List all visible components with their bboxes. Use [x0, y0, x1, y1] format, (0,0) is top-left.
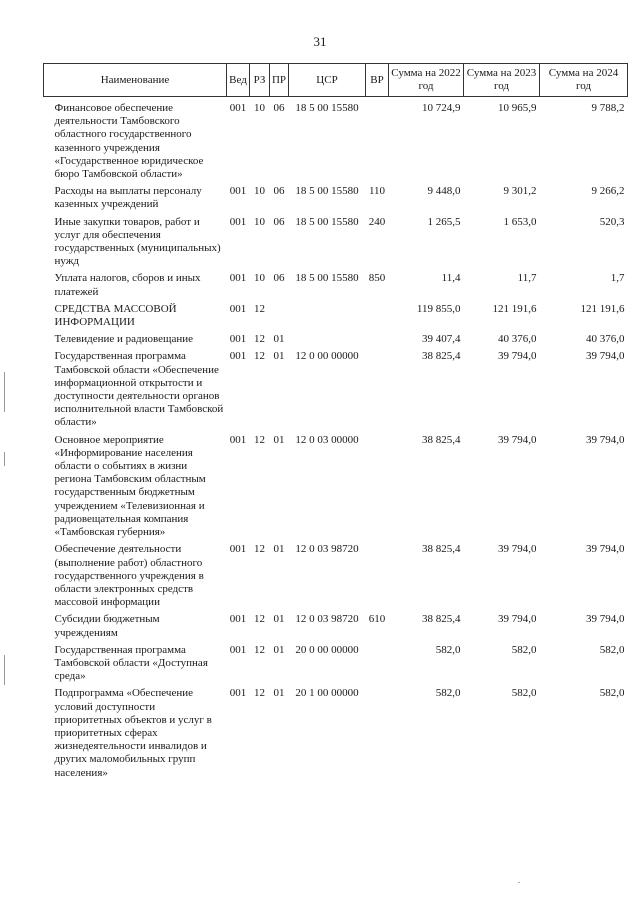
- cell-csr: [289, 301, 366, 331]
- table-row: [44, 348, 628, 431]
- cell-csr: [289, 331, 366, 348]
- cell-csr: 12 0 03 00000: [295, 433, 359, 446]
- cell-vr: 240: [368, 215, 386, 228]
- cell-rz: 12: [254, 433, 265, 446]
- cell-sum-2024: 582,0: [599, 643, 625, 656]
- cell-pr: 01: [273, 543, 285, 556]
- cell-sum-2023: 39 794,0: [498, 350, 537, 363]
- cell-sum-2024: 39 794,0: [586, 350, 625, 363]
- cell-sum-2024: 9 266,2: [591, 185, 625, 198]
- cell-sum-2023: 582,0: [511, 687, 537, 700]
- header-csr: ЦСР: [289, 64, 366, 97]
- cell-name: Финансовое обеспечение деятельности Тамбовского областного государственного казенного учреждения «Государственное юридическое бюро Тамбовской области»: [54, 102, 204, 181]
- cell-name: Государственная программа Тамбовской области «Доступная среда»: [54, 643, 208, 683]
- cell-sum-2024: 1,7: [610, 272, 625, 285]
- scan-margin-mark: [4, 372, 5, 412]
- cell-sum-2022: 119 855,0: [416, 302, 461, 315]
- cell-csr: 12 0 03 98720: [295, 613, 359, 626]
- cell-rz: 12: [254, 302, 265, 315]
- cell-name: Государственная программа Тамбовской области «Обеспечение информационной открытости и доступности деятельности органов исполнительной власти Тамбовской области»: [54, 350, 224, 429]
- cell-rz: 10: [254, 272, 265, 285]
- cell-sum-2023: 1 653,0: [503, 215, 537, 228]
- header-row: [44, 64, 628, 97]
- cell-csr: 18 5 00 15580: [295, 102, 359, 114]
- cell-ved: 001: [229, 613, 247, 626]
- cell-pr: 06: [273, 102, 285, 114]
- cell-csr: 12 0 03 98720: [295, 543, 359, 556]
- cell-rz: 12: [254, 643, 265, 656]
- cell-ved: 001: [229, 215, 247, 228]
- cell-vr: [366, 541, 389, 611]
- table-row: [44, 183, 628, 213]
- cell-csr: 18 5 00 15580: [295, 215, 359, 228]
- cell-pr: 01: [273, 333, 285, 346]
- table-row: [44, 97, 628, 184]
- table-row: [44, 685, 628, 781]
- header-pr: ПР: [270, 64, 289, 97]
- cell-pr: 01: [273, 433, 285, 446]
- cell-vr: 110: [368, 185, 386, 198]
- cell-sum-2023: 40 376,0: [498, 333, 537, 346]
- cell-pr: 01: [273, 643, 285, 656]
- cell-sum-2024: 39 794,0: [586, 543, 625, 556]
- table-header: [44, 64, 628, 97]
- header-vr: ВР: [366, 64, 389, 97]
- table-row: [44, 642, 628, 686]
- page-number: 31: [313, 34, 327, 49]
- cell-pr: 06: [273, 272, 285, 285]
- cell-rz: 12: [254, 543, 265, 556]
- cell-ved: 001: [229, 272, 247, 285]
- cell-rz: 12: [254, 350, 265, 363]
- header-rz: РЗ: [250, 64, 270, 97]
- cell-vr: [366, 97, 389, 184]
- cell-vr: [366, 331, 389, 348]
- cell-sum-2022: 38 825,4: [422, 543, 461, 556]
- header-sum-2023: Сумма на 2023 год: [464, 64, 540, 97]
- cell-csr: 20 0 00 00000: [295, 643, 359, 656]
- cell-rz: 12: [254, 333, 265, 346]
- cell-sum-2024: 582,0: [599, 687, 625, 700]
- table-row: [44, 611, 628, 641]
- cell-sum-2022: 38 825,4: [422, 613, 461, 626]
- cell-sum-2022: 1 265,5: [427, 215, 461, 228]
- table-row: [44, 301, 628, 331]
- cell-vr: [366, 685, 389, 781]
- cell-sum-2023: 121 191,6: [492, 302, 537, 315]
- cell-csr: 20 1 00 00000: [295, 687, 359, 700]
- cell-ved: 001: [229, 350, 247, 363]
- header-sum-2022: Сумма на 2022 год: [389, 64, 464, 97]
- cell-name: Уплата налогов, сборов и иных платежей: [54, 272, 201, 298]
- cell-name: СРЕДСТВА МАССОВОЙ ИНФОРМАЦИИ: [54, 302, 177, 329]
- cell-rz: 12: [254, 613, 265, 626]
- cell-sum-2023: 39 794,0: [498, 433, 537, 446]
- cell-sum-2022: 10 724,9: [422, 102, 461, 114]
- cell-sum-2022: 9 448,0: [427, 185, 461, 198]
- header-sum-2024: Сумма на 2024 год: [540, 64, 628, 97]
- cell-sum-2024: 40 376,0: [586, 333, 625, 346]
- cell-sum-2023: 10 965,9: [498, 102, 537, 114]
- cell-pr: [270, 301, 289, 331]
- cell-sum-2023: 39 794,0: [498, 613, 537, 626]
- cell-vr: [366, 301, 389, 331]
- cell-sum-2023: 9 301,2: [503, 185, 537, 198]
- cell-sum-2024: 39 794,0: [586, 613, 625, 626]
- cell-rz: 10: [254, 215, 265, 228]
- cell-sum-2022: 582,0: [435, 687, 461, 700]
- table-row: [44, 432, 628, 542]
- cell-csr: 18 5 00 15580: [295, 185, 359, 198]
- cell-vr: 610: [368, 613, 386, 626]
- cell-name: Расходы на выплаты персоналу казенных учреждений: [54, 185, 202, 211]
- cell-ved: 001: [229, 185, 247, 198]
- cell-vr: [366, 642, 389, 686]
- table-body: [44, 97, 628, 782]
- table-row: [44, 541, 628, 611]
- cell-name: Основное мероприятие «Информирование населения области о событиях в жизни региона Тамбовским областным государственным бюджетным учреждением «Телевизионная и радиовещательная компания «Тамбовская губерния»: [54, 433, 206, 539]
- cell-pr: 01: [273, 350, 285, 363]
- cell-sum-2024: 520,3: [599, 215, 625, 228]
- cell-pr: 06: [273, 185, 285, 198]
- cell-sum-2024: 39 794,0: [586, 433, 625, 446]
- cell-ved: 001: [229, 102, 247, 114]
- table-row: [44, 270, 628, 300]
- cell-sum-2023: 582,0: [511, 643, 537, 656]
- table-row: [44, 214, 628, 271]
- cell-sum-2022: 38 825,4: [422, 433, 461, 446]
- cell-rz: 10: [254, 185, 265, 198]
- cell-pr: 01: [273, 687, 285, 700]
- cell-pr: 01: [273, 613, 285, 626]
- header-ved: Вед: [227, 64, 250, 97]
- cell-sum-2023: 11,7: [517, 272, 537, 285]
- budget-table: [43, 63, 628, 782]
- cell-sum-2022: 38 825,4: [422, 350, 461, 363]
- table-row: [44, 331, 628, 348]
- cell-sum-2024: 9 788,2: [591, 102, 625, 114]
- cell-name: Подпрограмма «Обеспечение условий доступности приоритетных объектов и услуг в приоритетных сферах жизнедеятельности инвалидов и других маломобильных групп населения»: [54, 687, 212, 779]
- cell-csr: 18 5 00 15580: [295, 272, 359, 285]
- cell-name: Телевидение и радиовещание: [54, 333, 194, 346]
- cell-rz: 10: [254, 102, 265, 114]
- cell-ved: 001: [229, 687, 247, 700]
- cell-name: Обеспечение деятельности (выполнение работ) областного государственного учреждения в области электронных средств массовой информации: [54, 543, 204, 609]
- cell-sum-2022: 582,0: [435, 643, 461, 656]
- cell-csr: 12 0 00 00000: [295, 350, 359, 363]
- cell-ved: 001: [229, 433, 247, 446]
- cell-vr: [366, 432, 389, 542]
- cell-vr: [366, 348, 389, 431]
- scan-margin-mark: [4, 655, 5, 685]
- scan-dot: [518, 882, 520, 883]
- cell-vr: 850: [368, 272, 386, 285]
- cell-name: Субсидии бюджетным учреждениям: [54, 613, 160, 639]
- cell-ved: 001: [229, 643, 247, 656]
- cell-sum-2024: 121 191,6: [580, 302, 625, 315]
- cell-ved: 001: [229, 302, 247, 315]
- cell-rz: 12: [254, 687, 265, 700]
- cell-pr: 06: [273, 215, 285, 228]
- cell-sum-2022: 11,4: [441, 272, 461, 285]
- cell-sum-2022: 39 407,4: [422, 333, 461, 346]
- cell-sum-2023: 39 794,0: [498, 543, 537, 556]
- cell-ved: 001: [229, 543, 247, 556]
- cell-name: Иные закупки товаров, работ и услуг для обеспечения государственных (муниципальных) нужд: [54, 215, 221, 268]
- scan-margin-mark: [4, 452, 5, 466]
- header-name: Наименование: [44, 64, 227, 97]
- cell-ved: 001: [229, 333, 247, 346]
